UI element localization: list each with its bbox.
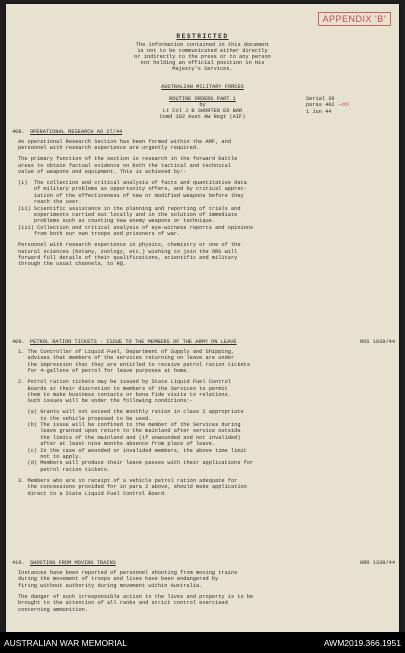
caveat-line: not holding an official position in His [140,60,265,66]
body-text-line: 2. Petrol ration tickets may be issued by State Liquid Fuel Control [18,379,231,386]
section-number: 409. [12,339,25,345]
caption-accession: AWM2019.366.1951 [323,638,401,648]
body-text-line: iation of the effectiveness of new or modified weapons before they [18,192,244,199]
body-text-line: (b) The issue will be confined to the member of the Services during [18,422,241,428]
section-reference: ROS 1938/44 [360,339,395,345]
handwritten-page-number: 409 [340,102,349,109]
document-page [6,4,399,632]
body-text-line: the impression that they are entitled to receive petrol ration tickets [18,361,251,368]
body-text-line: The danger of such irresponsible action to the lives and property is to be [18,593,254,600]
command: Comd 102 Aust AW Regt (AIF) [159,114,246,120]
body-text-line: advises that members of the services returning on leave are under [18,355,235,362]
section-heading: OPERATIONAL RESEARCH AO 27/44 [30,129,123,135]
body-text-line: (c) In the case of wounded or invalided members, the above time limit [18,447,247,454]
body-text-line: concerning ammunition. [18,606,88,613]
body-text-line: (i) The collection and critical analysis of facts and quantitative data [18,180,247,186]
body-text-line: Boards at their discretion to members of the Services to permit [18,385,228,392]
body-text-line: (iii) Collection and critical analysis of eye-witness reports and opinions [18,224,254,231]
body-text-line: problems such as counting new enemy weapons or technique. [18,218,216,225]
body-text-line: value of weapons and equipment. This is achieved by:- [18,169,187,176]
body-text-line: them to make business contacts or bona fide visits to relations. [18,391,231,398]
body-text-line: forward full details of their qualifications, scientific and military [18,254,238,261]
force-name: AUSTRALIAN MILITARY FORCES [161,84,244,90]
body-text-line: of military problems as opportunity offers, and by critical apprec- [18,186,247,193]
paras-line [306,102,349,108]
order-date: 1 Jun 44 [306,108,332,115]
body-text-line: An operational Research Section has been formed within the AMF, and [18,139,231,145]
body-text-line: (a) Grants will not exceed the monthly ration in class 2 appropriate [18,409,244,416]
body-text-line: areas to obtain factual evidence on both the tactical and technical [18,162,231,169]
order-refs [306,96,349,115]
caveat-line: The information contained in this document [135,42,270,48]
body-text-line: experiments carried out locally and in the solution of immediate [18,212,238,218]
body-text-line: the concessions provided for in para 2 above, should make application [18,484,247,491]
caveat-line: or indirectly to the press or to any person [134,54,271,60]
paras: paras 402 - [306,102,341,109]
caption-source: AUSTRALIAN WAR MEMORIAL [4,638,127,648]
body-text-line: during the movement of troops and lives have been endangered by [18,576,219,583]
body-text-line: leave granted upon return to the mainland after service outside [18,428,241,435]
section-heading: SHOOTING FROM MOVING TRAINS [30,560,116,566]
body-text-line: direct to a State Liquid Fuel Control Board. [18,490,168,497]
body-text-line: petrol ration tickets. [18,466,111,473]
caveat-line: is not to be communicated either directly [137,48,268,54]
body-text-line: after at least nine months absence from place of leave. [18,441,216,448]
body-text-line: the limits of the mainland and (if unwounded and not invalided) [18,434,241,441]
body-text-line: reach the user. [18,199,82,206]
body-text-line: not to apply. [18,454,82,460]
section-reference: GRO 1338/44 [360,560,395,566]
section-heading: PETROL RATION TICKETS - ISSUE TO THE MEMBERS OF THE ARMY ON LEAVE [30,339,237,345]
body-text-line: 3. Members who are in receipt of a vehicle petrol ration adequate for [18,477,238,484]
caveat-line: Majesty's Services. [172,66,233,72]
body-text-line: firing without authority during movement within Australia. [18,582,203,589]
by-line: by [199,102,206,108]
section-number: 408. [12,129,25,135]
body-text-line: to the vehicle proposed to be used. [18,415,152,422]
body-text-line: brought to the attention of all ranks and strict control exercised [18,600,228,607]
body-text-line: (d) Members will produce their leave passes with their applications for [18,460,254,467]
order-title: ROUTINE ORDERS PART 1 [169,96,236,102]
body-text-line: Instances have been reported of personnel shooting from moving trains [18,570,238,576]
classification: RESTRICTED [176,33,229,40]
body-text-line: 1. The Controller of Liquid Fuel, Department of Supply and Shipping, [18,349,235,355]
body-text-line: personnel with research experience are urgently required. [18,145,200,152]
body-text-line: natural sciences (botany, zoology, etc.) wishing to join the ORS will [18,248,238,255]
body-text-line: (ii) Scientific assistance in the planning and reporting of trials and [18,205,241,212]
body-text-line: Such issues will be under the following conditions:- [18,398,193,405]
serial: Serial 36 [306,96,335,102]
appendix-stamp: APPENDIX 'B' [318,12,391,26]
body-text-line: through the usual channels, to HQ. [18,261,127,268]
body-text-line: The primary function of the section is research in the forward battle [18,156,238,163]
body-text-line: Personnel with research experience in physics, chemistry or one of the [18,242,241,249]
commander: Lt Col J B SHORTEN ED BAR [162,108,243,114]
body-text-line: from both our own troops and prisoners of war. [18,231,181,238]
body-text-line: for 4-gallons of petrol for leave purposes at home. [18,368,190,375]
section-number: 410. [12,560,25,566]
caption-bar [0,632,405,653]
